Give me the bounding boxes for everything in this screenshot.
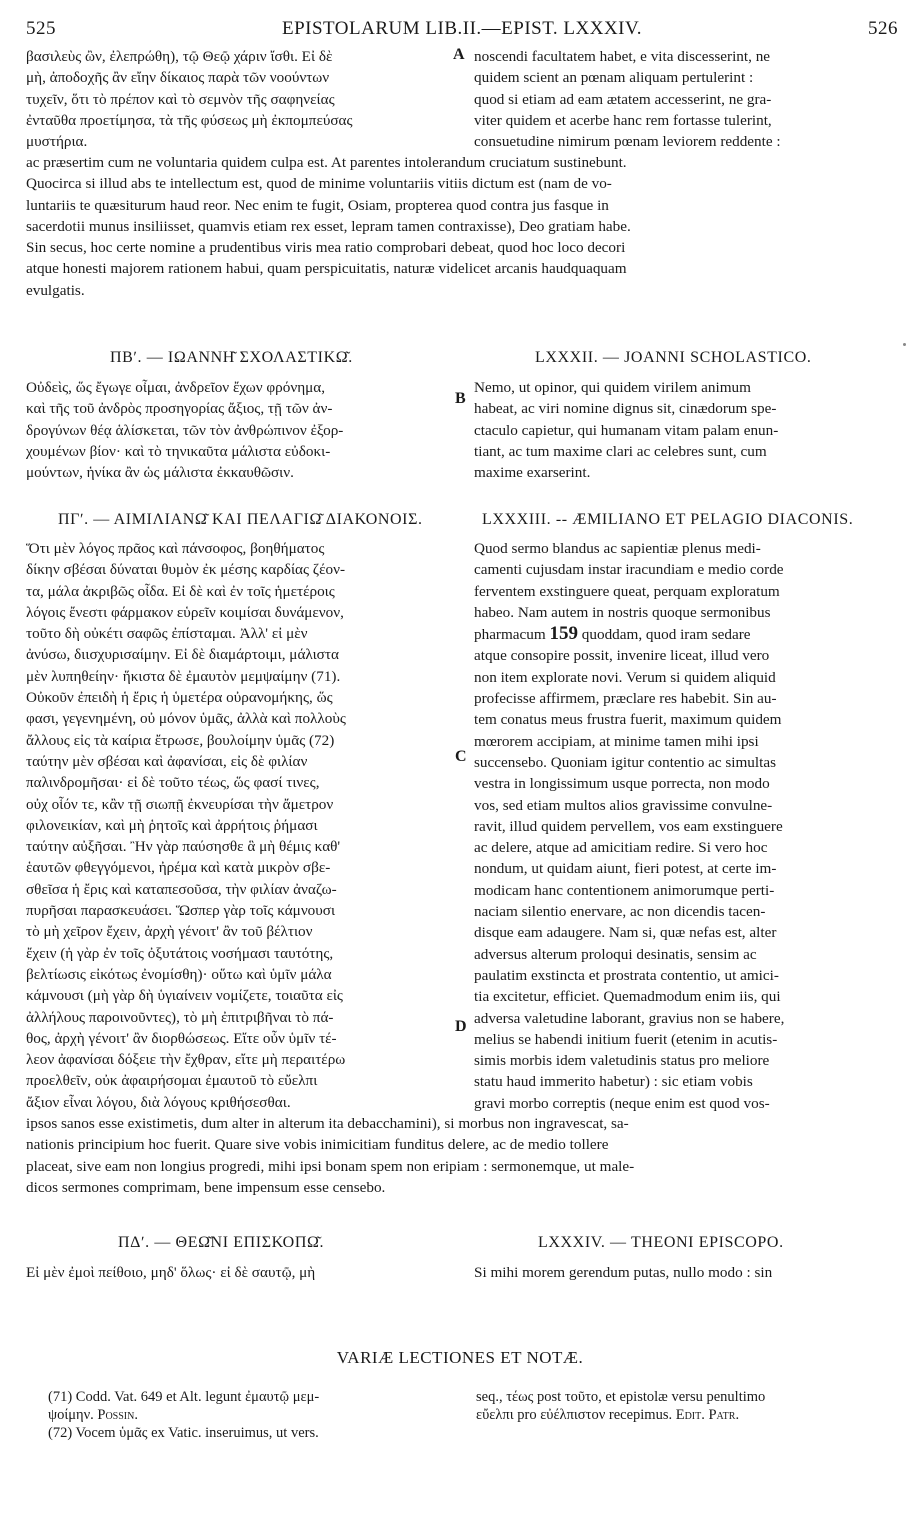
text-line: dicos sermones comprimam, bene impensum esse censebo. [26, 1178, 386, 1196]
text-line: Εἰ μὲν ἐμοὶ πείθοιο, μηδ' ὅλως· εἰ δὲ σαυτῷ, μὴ [26, 1264, 316, 1281]
text-line: Quocirca si illud abs te intellectum est, quod de minime voluntariis vitiis dictum est (nam de vo- [26, 175, 612, 193]
text-line-with-page-number [474, 623, 896, 645]
text-line: profecisse affirmem, præclare res habebit. Sin au- [474, 690, 777, 708]
letter-83-latin-title: LXXXIII. -- ÆMILIANO ET PELAGIO DIACONIS. [482, 511, 854, 528]
letter-84-greek-title: ΠΔʹ. — ΘΕΩ͂ΝΙ ΕΠΙΣΚΟΠΩ͂. [118, 1234, 325, 1251]
text-line: παλινδρομῆσαι· εἰ δὲ τοῦτο τέως, ὥς φασί τινες, [26, 774, 320, 792]
text-line: καὶ τῆς τοῦ ἀνδρὸς προσηγορίας ἄξιος, τῇ τῶν ἀν- [26, 400, 333, 418]
text-line: succensebo. Quoniam igitur contentio ac simultas [474, 753, 776, 771]
text-line: habeat, ac viri nomine dignus sit, cinædorum spe- [474, 400, 777, 418]
text-line: τὸ μὴ χεῖρον ἔχειν, ἀρχὴ γένοιτ' ἂν τοῦ βέλτιον [26, 923, 313, 941]
text-line: tem conatus meus frustra fuerit, maximum quidem [474, 711, 782, 729]
page-number-left: 525 [26, 18, 56, 39]
running-title: EPISTOLARUM LIB.II.—EPIST. LXXXIV. [281, 18, 643, 39]
text-line: ἑαυτῶν φθεγγόμενοι, ἠρέμα καὶ κατὰ μικρὸν σβε- [26, 859, 331, 877]
text-line: Ὅτι μὲν λόγος πρᾶος καὶ πάνσοφος, βοηθήματος [26, 540, 325, 557]
text-line: adversa valetudine laborant, gravius non se habere, [474, 1009, 785, 1027]
text-line: δίκην σβέσαι δύναται θυμὸν ἐκ μέσης καρδίας ζέον- [26, 561, 345, 579]
intro-latin-column [474, 46, 896, 152]
letter-83-latin [474, 538, 896, 1114]
text-line: maxime exarserint. [474, 464, 591, 482]
intro-greek-column [26, 46, 444, 152]
text-line: ἀλλήλους παροινοῦντες), τὸ μὴ ἐπιτριβῆναι τὸ πά- [26, 1008, 334, 1026]
letter-82-latin-title: LXXXII. — JOANNI SCHOLASTICO. [535, 349, 812, 366]
running-header [26, 18, 898, 44]
text-line: mœrorem accipiam, at minime tamen mihi ipsi [474, 732, 759, 750]
text-line: statu haud immerito habetur) : sic etiam vobis [474, 1073, 753, 1091]
text-line: ἄλλους εἰς τὰ καίρια ἔτρωσε, βουλοίμην ὑμᾶς (72) [26, 731, 335, 749]
edition-page-number: 159 [549, 623, 578, 645]
text-line: τα, μάλα ἀκριβῶς οἶδα. Εἰ δὲ καὶ ἐν τοῖς ἡμετέροις [26, 582, 335, 600]
text-line: ac præsertim cum ne voluntaria quidem culpa est. At parentes intolerandum cruciatum sustinebunt. [26, 154, 627, 171]
text-line: camenti cujusdam instar iracundiam e medio corde [474, 561, 784, 579]
text-line: σθεῖσα ἡ ἔρις καὶ καταπεσοῦσα, τὴν φιλίαν ἀναζω- [26, 880, 337, 898]
text-line: πυρῆσαι παρασκευάσει. Ὥσπερ γὰρ τοῖς κάμνουσι [26, 902, 336, 920]
text-line: Quod sermo blandus ac sapientiæ plenus medi- [474, 540, 761, 557]
text-line: ἀνύσω, διισχυρισαίμην. Εἰ δὲ διαμάρτοιμι, μάλιστα [26, 646, 339, 664]
intro-latin-full-width [26, 152, 896, 301]
text-line: non item explorate novi. Verum si quidem aliquid [474, 668, 776, 686]
note-71-line-2 [48, 1406, 458, 1424]
notes-left-column [48, 1388, 458, 1442]
text-line: Sin secus, hoc certe nomine a prudentibus viris mea ratio comprobari debeat, quod hoc loco decori [26, 239, 626, 257]
text-line: ferventem exstinguere queat, perquam exploratum [474, 582, 780, 600]
letter-82-greek-title: ΠΒʹ. — ΙΩΑΝΝΗ͂ ΣΧΟΛΑΣΤΙΚΩ͂. [110, 349, 353, 366]
text-fragment: εὔελπι pro εὐέλπιστον recepimus. [476, 1407, 673, 1423]
letter-83-greek-title: ΠΓʹ. — ΑΙΜΙΛΙΑΝΩ͂ ΚΑΙ ΠΕΛΑΓΙΩ͂ ΔΙΑΚΟΝΟΙΣ. [58, 511, 423, 528]
letter-82-latin [474, 377, 896, 483]
text-line: ταύτην μὲν σβέσαι καὶ ἀφανίσαι, εἰς δὲ φιλίαν [26, 752, 308, 770]
text-line: μὲν λυπηθείην· ἥκιστα δὲ ἐμαυτὸν μεμψαίμην (71). [26, 667, 341, 685]
text-line: naciam silentio enervare, ac non dicendis tacen- [474, 903, 766, 921]
text-line: Nemo, ut opinor, qui quidem virilem animum [474, 379, 751, 396]
text-line: melius se habendi initium fuerit (etenim in acutis- [474, 1030, 778, 1048]
text-line: atque honesti majorem rationem habui, quam perspicuitatis, naturæ videlicet arcanis haudquaquam [26, 260, 627, 278]
text-line: βελτίωσις εἰκότως ἐνομίσθη)· οὕτω καὶ ὑμῖν μάλα [26, 965, 332, 983]
text-line: placeat, sive eam non longius progredi, mihi ipsi bonam spem non eripiam : sermonemque, ut male- [26, 1157, 635, 1175]
text-line: δρογύνων θέᾳ ἁλίσκεται, τῶν τὸν ἀνθρώπινον ἐξορ- [26, 421, 344, 439]
letter-84-greek [26, 1262, 444, 1283]
note-signature: Possin. [97, 1407, 138, 1423]
text-line: ἐνταῦθα προετίμησα, τὰ τῆς φύσεως μὴ ἐκπομπεύσας [26, 111, 353, 129]
text-line: gravi morbo correptis (neque enim est quod vos- [474, 1094, 770, 1112]
text-line: adversus alterum proloqui desinatis, sensim ac [474, 945, 757, 963]
text-line: ctaculo capietur, qui humanam vitam palam enun- [474, 421, 779, 439]
text-line: ac delere, atque ad amicitiam redire. Si vero hoc [474, 839, 768, 857]
letter-83-latin-full-width [26, 1113, 896, 1198]
text-line: κάμνουσι (μὴ γὰρ δὴ ὑγιαίνειν νομίζετε, τοιαῦτα εἰς [26, 987, 343, 1005]
letter-84-latin [474, 1262, 896, 1283]
letter-83-greek [26, 538, 444, 1113]
text-line: tia excitetur, efficiet. Quemadmodum enim iis, qui [474, 988, 781, 1006]
text-line: noscendi facultatem habet, e vita discesserint, ne [474, 48, 771, 65]
text-line: ταύτην αὐξῆσαι. Ἢν γὰρ παύσησθε ἃ μὴ θέμις καθ' [26, 838, 341, 856]
letter-84-latin-title: LXXXIV. — THEONI EPISCOPO. [538, 1234, 784, 1251]
text-line: atque consopire possit, invenire liceat, illud vero [474, 647, 770, 665]
section-marker-a: A [453, 46, 465, 63]
text-line: quidem scient an pœnam aliquam pertulerint : [474, 69, 754, 87]
notes-heading: VARIÆ LECTIONES ET NOTÆ. [336, 1348, 584, 1367]
section-marker-b: B [455, 390, 466, 407]
text-line: Οὐδεὶς, ὥς ἔγωγε οἶμαι, ἀνδρεῖον ἔχων φρόνημα, [26, 379, 326, 396]
text-line: nationis principium hoc fuerit. Quare sive vobis inimicitiam funditus delere, ac de medio tollere [26, 1136, 609, 1154]
text-line: vestra in longissimum usque porrecta, non modo [474, 775, 770, 793]
text-line: μὴ, ἀποδοχῆς ἂν εἴην δίκαιος παρὰ τῶν νοούντων [26, 69, 330, 87]
text-line: vos, sed etiam multos alios gravissime convulne- [474, 796, 773, 814]
text-line: disque eam adaugere. Nam si, quæ nefas est, alter [474, 924, 777, 942]
text-line: modicam hanc contentionem animorumque perti- [474, 881, 775, 899]
text-line: χουμένων βίον· καὶ τὸ τηνικαῦτα μάλιστα εὐδοκι- [26, 442, 331, 460]
text-line: ipsos sanos esse existimetis, dum alter in alterum ita debacchamini), si morbus non ingravescat, sa- [26, 1115, 629, 1132]
text-line: τυχεῖν, ὅτι τὸ πρέπον καὶ τὸ σεμνὸν τῆς σαφηνείας [26, 90, 335, 108]
text-line: consuetudine nimirum pœnam leviorem reddente : [474, 133, 781, 151]
text-line: paulatim exstincta et prostrata contentio, ut amici- [474, 966, 779, 984]
text-line: luntariis te quæsiturum haud reor. Nec enim te fugit, Osiam, propterea quod contra jus fasque in [26, 196, 609, 214]
text-line: Si mihi morem gerendum putas, nullo modo : sin [474, 1264, 773, 1281]
note-line: seq., τέως post τοῦτο, et epistolæ versu penultimo [476, 1389, 766, 1405]
text-line: viter quidem et acerbe hanc rem fortasse tulerint, [474, 111, 772, 129]
text-line: Οὐκοῦν ἐπειδὴ ἡ ἔρις ἡ ὑμετέρα οὐρανομήκης, ὥς [26, 689, 333, 707]
notes-right-column [476, 1388, 896, 1424]
text-fragment: ψοίμην. [48, 1407, 94, 1423]
text-line: φιλονεικίαν, καὶ μὴ ῥητοῖς καὶ ἀρρήτοις ῥήμασι [26, 816, 318, 834]
page-number-right: 526 [868, 18, 898, 39]
text-line: οὐχ οἷόν τε, κἂν τῇ σιωπῇ ἐκνευρίσαι τὴν ἄμετρον [26, 795, 334, 813]
letter-82-greek [26, 377, 444, 483]
note-72-line: (72) Vocem ὑμᾶς ex Vatic. inseruimus, ut vers. [48, 1425, 319, 1441]
text-line: evulgatis. [26, 281, 85, 299]
paper-speck [903, 343, 906, 346]
text-fragment: pharmacum [474, 626, 546, 644]
note-line-2 [476, 1406, 896, 1424]
section-marker-c: C [455, 748, 467, 765]
note-signature: Edit. Patr. [675, 1407, 740, 1423]
text-fragment: quoddam, quod iram sedare [581, 626, 751, 644]
text-line: μυστήρια. [26, 133, 88, 151]
text-line: sacerdotii munus insiliisset, quamvis etiam rex esset, lepram tamen contraxisse), Deo gratiam habe. [26, 217, 631, 235]
text-line: μούντων, ἡνίκα ἂν ὡς μάλιστα ἐκκαυθῶσιν. [26, 464, 294, 482]
text-line: λόγοις ἔνεστι φάρμακον εὑρεῖν κοιμίσαι δυνάμενον, [26, 603, 344, 621]
text-line: quod si etiam ad eam ætatem accesserint, ne gra- [474, 90, 772, 108]
text-line: nondum, ut quidam aiunt, fieri potest, at certe im- [474, 860, 777, 878]
text-line: λεον ἀφανίσαι δόξειε τὴν ἔχθραν, εἴτε μὴ περαιτέρω [26, 1051, 346, 1069]
text-line: θος, ἀρχὴ γένοιτ' ἂν διορθώσεως. Εἴτε οὖν ὑμῖν τέ- [26, 1029, 337, 1047]
text-line: tiant, ac tum maxime clari ac celebres sunt, cum [474, 442, 767, 460]
text-line: προελθεῖν, οὐκ ἀφαιρήσομαι ἐμαυτοῦ τὸ εὔελπι [26, 1072, 318, 1090]
text-line: habeo. Nam autem in nostris quoque sermonibus [474, 603, 771, 621]
text-line: φασι, γεγενημένη, οὐ μόνον ὑμᾶς, ἀλλὰ καὶ πολλοὺς [26, 710, 346, 728]
text-line: βασιλεὺς ὢν, ἐλεπρώθη), τῷ Θεῷ χάριν ἴσθι. Εἰ δὲ [26, 48, 333, 65]
text-line: τοῦτο δὴ οὐκέτι σαφῶς ἐπίσταμαι. Ἀλλ' εἰ μὲν [26, 625, 308, 643]
note-71-line: (71) Codd. Vat. 649 et Alt. legunt ἐμαυτῷ μεμ- [48, 1389, 320, 1405]
text-line: ἄξιον εἶναι λόγου, διὰ λόγους κριθήσεσθαι. [26, 1093, 291, 1111]
text-line: simis morbis idem valetudinis status pro meliore [474, 1052, 770, 1070]
section-marker-d: D [455, 1018, 467, 1035]
text-line: ἔχειν (ἡ γὰρ ἐν τοῖς ὀξυτάτοις νοσήμασι ταυτότης, [26, 944, 334, 962]
text-line: ravit, illud quidem pervellem, vos eam exstinguere [474, 817, 783, 835]
